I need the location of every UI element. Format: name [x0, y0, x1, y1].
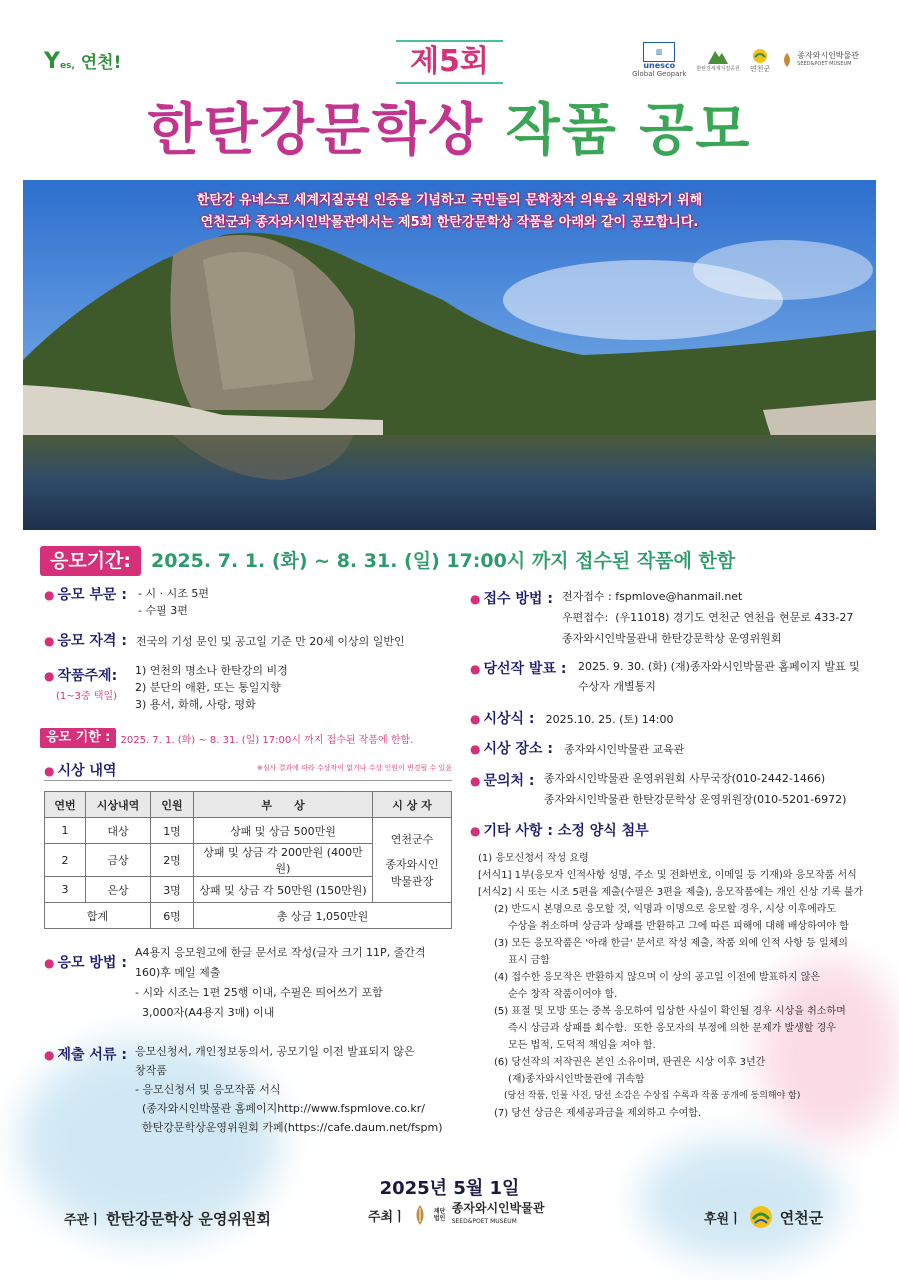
etc-lines: (1) 응모신청서 작성 요령 [서식1] 1부(응모자 인적사항 성명, 주소 및 전화번호, 이메일 등 기재)와 응모작품 서식 [서식2] 시 또는 시조 5편을 제출(수필은 3편을 제출), 응모작품에는 개인 신상 기록 불가 (2) 반드시 본명으로 응모할 것, 익명과 이명으로 응모할 경우, 시상 이후에라도 수상을 취소하며 상금과 상패를 반환하고 그에 따른 피해에 대해 배상하여야 함 (3) 모든 응모작품은 '아래 한글' 문서로 작성 제출, 작품 외에 인적 사항 등 일체의 표시 금함 (4) 접수한 응모작은 반환하지 않으며 이 상의 공고일 이전에 발표하지 않은 순수 창작 작품이어야 함. (5) 표절 및 모방 또는 중복 응모하여 입상한 사실이 확인될 경우 시상을 취소하며 즉시 상금과 상패를 회수함. 또한 응모자의 부정에 의한 문제가 발생할 경우 모든 법적, 도덕적 책임을 져야 함. (6) 당선작의 저작권은 본인 소유이며, 판권은 시상 이후 3년간 (재)종자와시인박물관에 귀속함 (당선 작품, 인물 사진, 당선 소감은 수상집 수록과 작품 공개에 동의해야 함) (7) 당선 상금은 제세공과금을 제외하고 수여함.	[478, 853, 864, 1119]
submission-section: ● 접수 방법 :	[470, 591, 553, 607]
bullet-icon: ●	[470, 824, 481, 838]
submission-lines: 전자접수 : fspmlove@hanmail.net 우편접수: (우11018) 경기도 연천군 연천읍 현문로 433-27 종자와시인박물관내 한탄강문학상 운영위원회	[562, 590, 854, 645]
edition-label: 제5회	[0, 40, 899, 84]
table-total-row: 합계 6명 총 상금 1,050만원	[45, 903, 452, 929]
page-title: 한탄강문학상 작품 공모	[147, 98, 752, 163]
yeoncheon-emblem-icon	[748, 1204, 774, 1230]
announcement-date: 2025년 5월 1일	[379, 1178, 520, 1199]
bullet-icon: ●	[44, 764, 55, 778]
category-lines: - 시 · 시조 5편 - 수필 3편	[138, 587, 209, 617]
yeoncheon-logo: 연천군	[750, 47, 770, 73]
category-section: ● 응모 부문 :	[44, 587, 127, 603]
table-row: 1 대상 1명 상패 및 상금 500만원 연천군수 종자와시인 박물관장	[45, 818, 452, 844]
venue-section: ● 시상 장소 : 종자와시인박물관 교육관	[470, 741, 685, 757]
contact-section: ● 문의처 :	[470, 773, 535, 789]
table-row: 3 은상 3명 상패 및 상금 각 50만원 (150만원)	[45, 877, 452, 903]
watercolor-splash	[640, 1140, 840, 1260]
method-section: ● 응모 방법 :	[44, 955, 127, 971]
awards-table	[44, 791, 452, 929]
method-lines: A4용지 응모원고에 한글 문서로 작성(글자 크기 11P, 줄간격 160)후 메일 제출 - 시와 시조는 1편 25행 이내, 수필은 띄어쓰기 포함 3,000자(A4용지 3매) 이내	[135, 946, 426, 1019]
yes-yeoncheon-logo: Yes, 연천!	[44, 49, 122, 74]
theme-lines: 1) 연천의 명소나 한탄강의 비경 2) 분단의 애환, 또는 통일지향 3) 용서, 화해, 사랑, 평화	[135, 664, 288, 711]
contact-lines: 종자와시인박물관 운영위원회 사무국장(010-2442-1466) 종자와시인박물관 한탄강문학상 운영위원장(010-5201-6972)	[544, 772, 847, 806]
intro-text: 한탄강 유네스코 세계지질공원 인증을 기념하고 국민들의 문학창작 의욕을 지원하기 위해 연천군과 종자와시인박물관에서는 제5회 한탄강문학상 작품을 아래와 같이 공모합니다.	[196, 193, 703, 230]
bullet-icon: ●	[44, 956, 55, 970]
host: 주최ㅣ 재단법인 종자와시인박물관 SEED&POET MUSEUM	[368, 1201, 545, 1225]
documents-lines: 응모신청서, 개인정보동의서, 공모기일 이전 발표되지 않은 창작품 - 응모신청서 및 응모작품 서식 (종자와시인박물관 홈페이지http://www.fspmlove.co.kr/ 한탄강문학상운영위원회 카페(https://cafe.daum.net/fspm)	[135, 1045, 443, 1134]
bullet-icon: ●	[44, 588, 55, 602]
announcement-lines: 2025. 9. 30. (화) (재)종자와시인박물관 홈페이지 발표 및 수상자 개별통지	[578, 660, 860, 693]
table-header-row: 연번 시상내역 인원 부 상 시 상 자	[45, 792, 452, 818]
bullet-icon: ●	[44, 669, 55, 683]
bullet-icon: ●	[470, 592, 481, 606]
museum-logo: 종자와시인박물관 SEED&POET MUSEUM	[780, 52, 859, 68]
bullet-icon: ●	[470, 742, 481, 756]
seed-icon	[412, 1204, 428, 1226]
qualification-section: ● 응모 자격 : 전국의 기성 문인 및 공고일 기준 만 20세 이상의 일반인	[44, 633, 405, 649]
period-label: 응모기간:	[40, 546, 141, 576]
deadline-section: 응모 기한 : 2025. 7. 1. (화) ~ 8. 31. (일) 17:00시 까지 접수된 작품에 한함.	[40, 728, 413, 748]
sponsor: 후원ㅣ 연천군	[704, 1204, 823, 1230]
organizer: 주관ㅣ 한탄강문학상 운영위원회	[64, 1210, 271, 1228]
unesco-logo: ▥ unesco Global Geopark	[632, 42, 686, 78]
bullet-icon: ●	[470, 774, 481, 788]
geopark-logo: 한탄강세계지질공원	[696, 47, 739, 73]
application-period	[40, 546, 735, 576]
period-text: 2025. 7. 1. (화) ~ 8. 31. (일) 17:00시 까지 접수된 작품에 한함	[151, 550, 736, 572]
theme-section: ● 작품주제: (1~3중 택일)	[44, 668, 118, 702]
documents-section: ● 제출 서류 :	[44, 1047, 127, 1063]
table-row: 2 금상 2명 상패 및 상금 각 200만원 (400만원)	[45, 844, 452, 877]
etc-section: ● 기타 사항 : 소정 양식 첨부	[470, 823, 649, 839]
bullet-icon: ●	[44, 1048, 55, 1062]
ceremony-section: ● 시상식 : 2025.10. 25. (토) 14:00	[470, 711, 674, 727]
presenter-cell: 연천군수 종자와시인 박물관장	[373, 818, 452, 903]
bullet-icon: ●	[470, 712, 481, 726]
announcement-section: ● 당선작 발표 :	[470, 661, 567, 677]
unesco-temple-icon: ▥	[643, 42, 675, 62]
bullet-icon: ●	[470, 662, 481, 676]
bullet-icon: ●	[44, 634, 55, 648]
awards-heading: ● 시상 내역 ※심사 결과에 따라 수상작이 없거나 수상 인원이 변경될 수 있음	[44, 760, 452, 781]
